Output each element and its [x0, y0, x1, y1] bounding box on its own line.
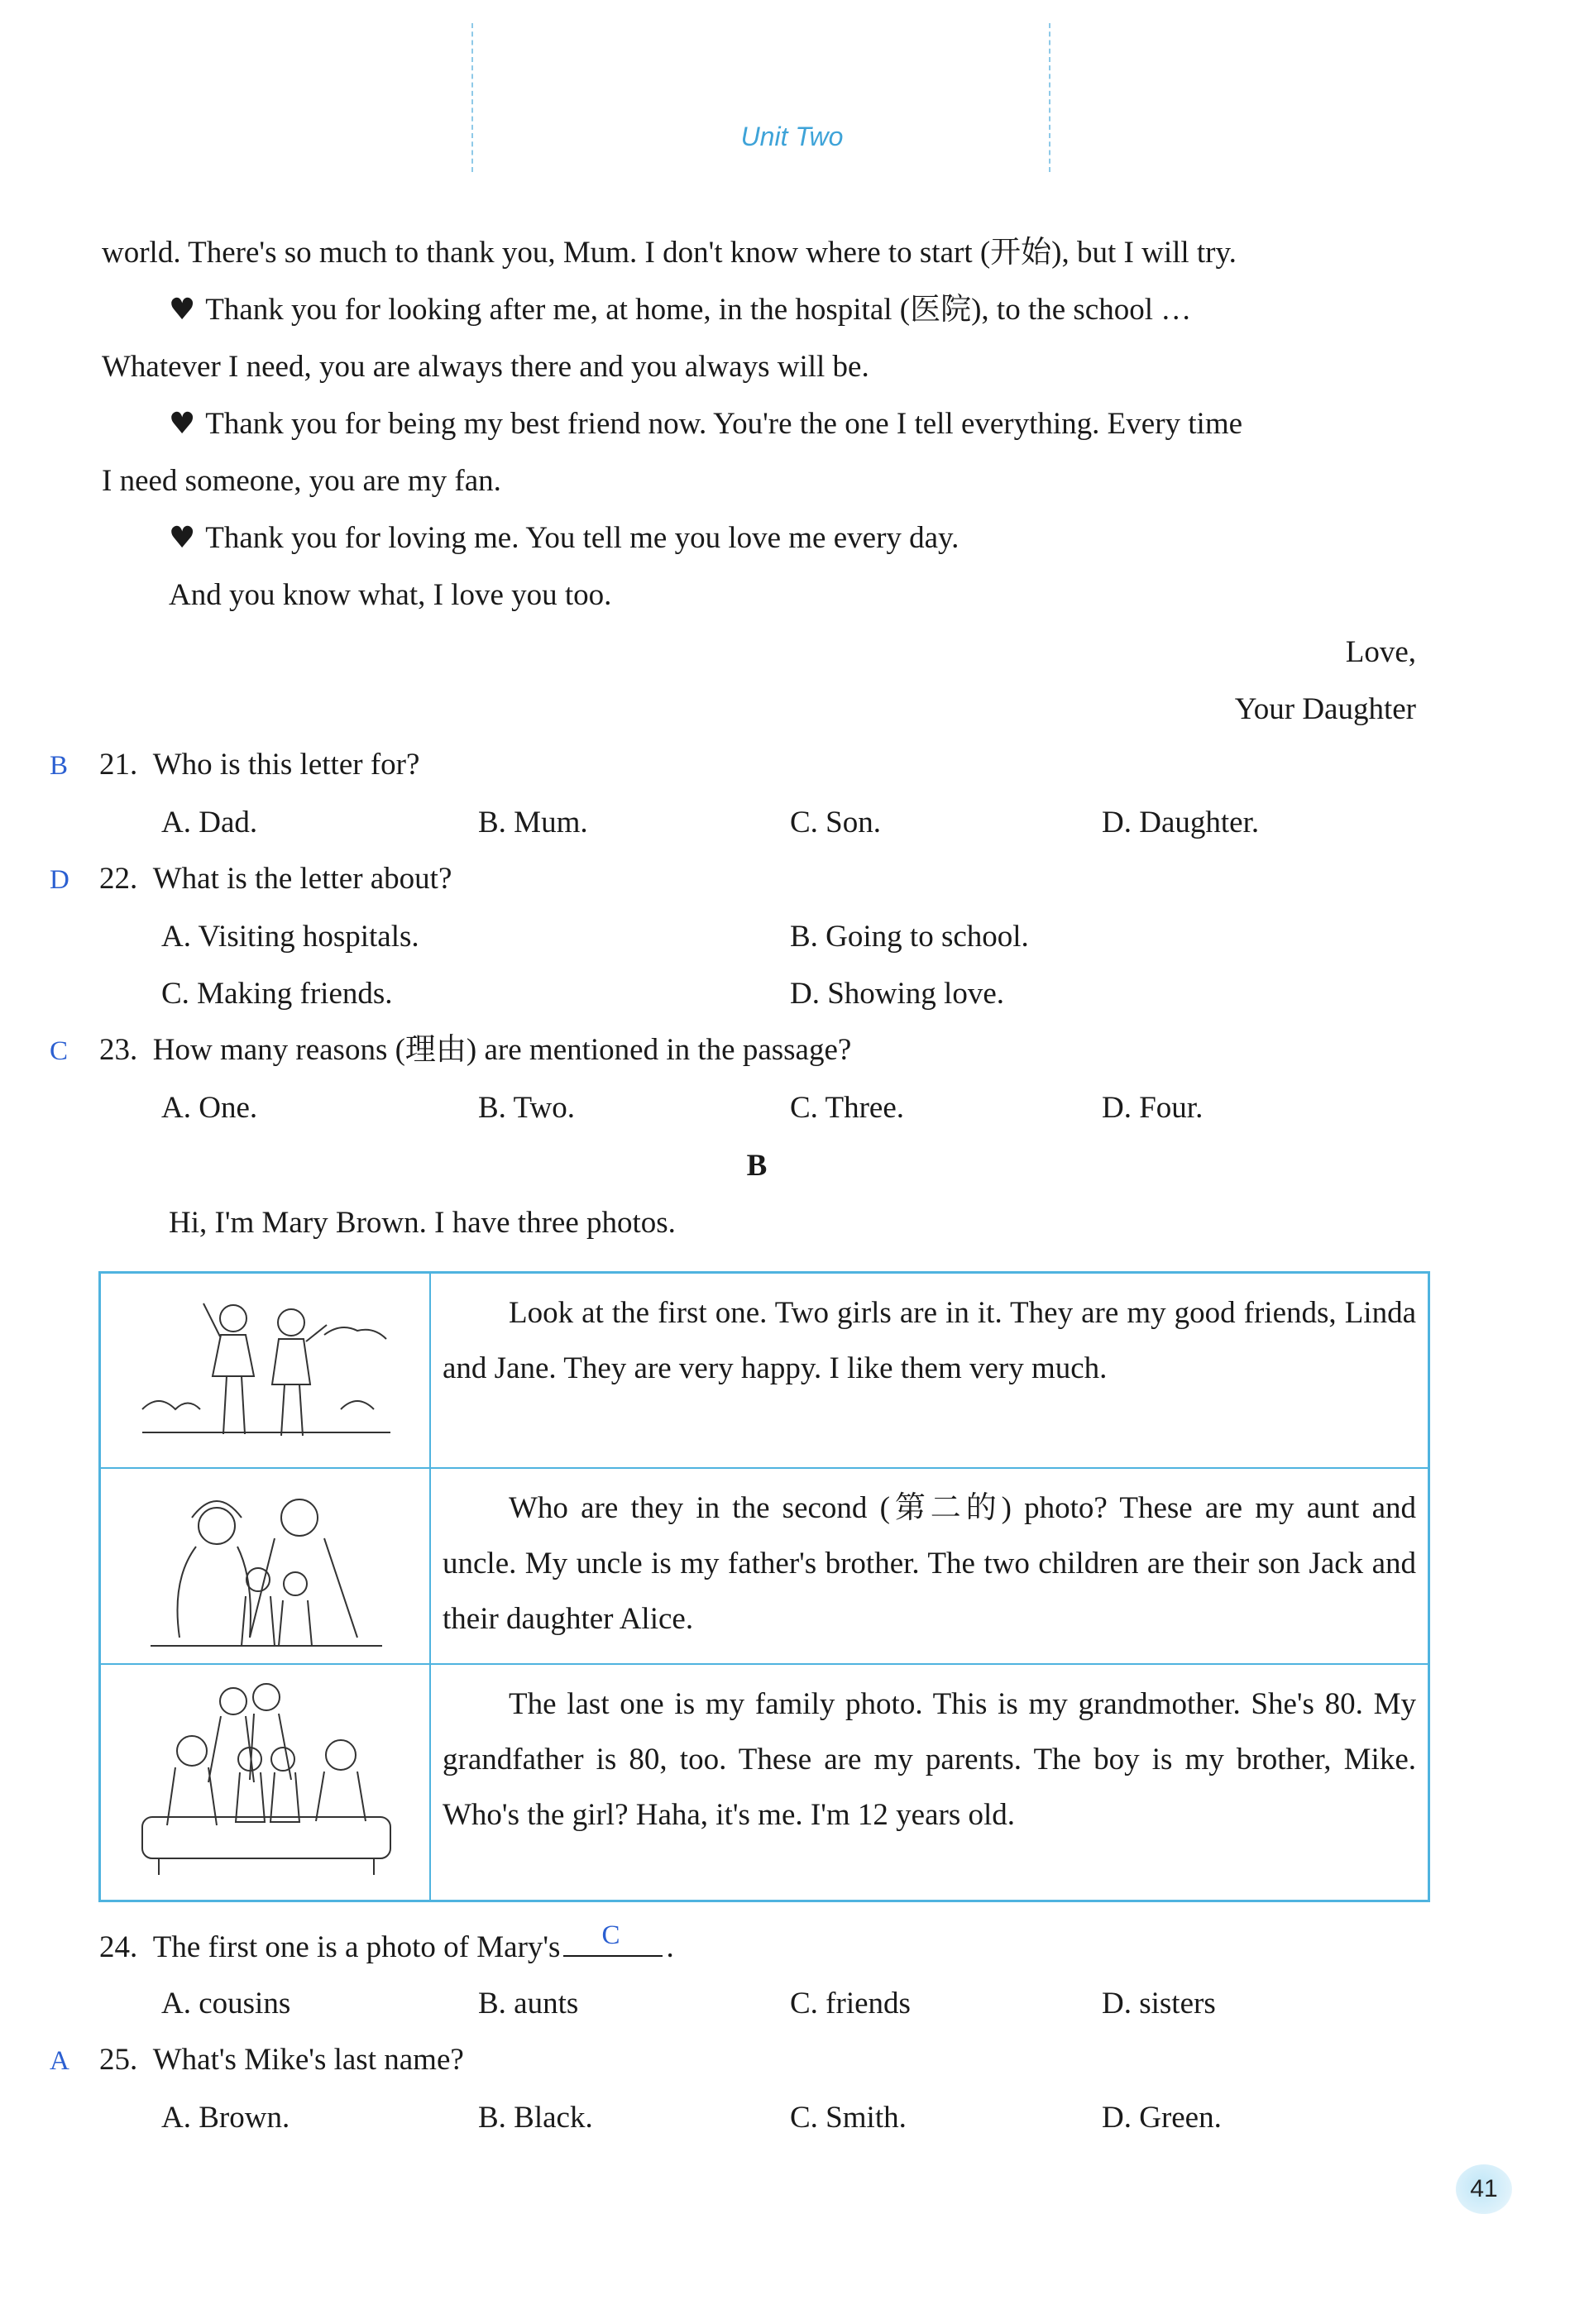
table-row [101, 1274, 1428, 1467]
section-label: B [746, 1149, 768, 1183]
letter-line: Thank you for being my best friend now. You're the one I tell everything. Every time [205, 407, 1243, 441]
letter-closing: Love, [1345, 635, 1416, 669]
question-22: 22. What is the letter about? [99, 862, 452, 896]
option: A. Dad. [161, 806, 258, 839]
option: C. friends [790, 1987, 911, 2020]
option: D. Four. [1102, 1091, 1204, 1125]
question-23: 23. How many reasons (理由) are mentioned in the passage? [99, 1033, 852, 1067]
letter-line: Thank you for loving me. You tell me you love me every day. [205, 521, 959, 555]
answer-mark: A [50, 2046, 69, 2076]
option: C. Son. [790, 806, 882, 839]
photo-description: Who are they in the second (第二的) photo? These are my aunt and uncle. My uncle is my father's brother. The two children are their son Jack and their daughter Alice. [443, 1491, 1416, 1636]
heart-icon: ♥ [169, 293, 196, 327]
letter-paragraph [169, 294, 1191, 325]
option: C. Making friends. [161, 977, 393, 1011]
heart-icon: ♥ [169, 521, 196, 555]
aunt-uncle-illustration [134, 1480, 399, 1654]
question-25: 25. What's Mike's last name? [99, 2043, 464, 2077]
section-intro: Hi, I'm Mary Brown. I have three photos. [169, 1206, 676, 1240]
family-photo-illustration [134, 1676, 399, 1890]
option: A. Brown. [161, 2101, 290, 2135]
heart-icon: ♥ [169, 407, 196, 441]
letter-line: And you know what, I love you too. [169, 578, 612, 612]
option: D. sisters [1102, 1987, 1216, 2020]
answer-mark: D [50, 865, 69, 895]
letter-line: I need someone, you are my fan. [102, 464, 501, 498]
option: C. Three. [790, 1091, 905, 1125]
photo-table [98, 1271, 1430, 1902]
option: B. Two. [478, 1091, 575, 1125]
option: C. Smith. [790, 2101, 907, 2135]
option: A. One. [161, 1091, 258, 1125]
option: D. Green. [1102, 2101, 1222, 2135]
page-number: 41 [1456, 2164, 1512, 2214]
answer-blank[interactable] [563, 1920, 663, 1957]
photo-description: Look at the first one. Two girls are in it. They are my good friends, Linda and Jane. They are very happy. I like them very much. [443, 1296, 1416, 1385]
letter-paragraph [169, 523, 959, 553]
letter-line: Whatever I need, you are always there and you always will be. [102, 350, 869, 384]
answer-mark: C [601, 1920, 620, 1950]
answer-mark: B [50, 751, 69, 781]
letter-line: world. There's so much to thank you, Mum. I don't know where to start (开始), but I will try. [102, 236, 1237, 270]
option: B. aunts [478, 1987, 579, 2020]
option: D. Showing love. [790, 977, 1004, 1011]
option: B. Mum. [478, 806, 588, 839]
table-row [101, 1663, 1428, 1901]
letter-paragraph [169, 409, 1242, 439]
option: B. Black. [478, 2101, 593, 2135]
letter-signature: Your Daughter [1234, 692, 1416, 726]
question-21: 21. Who is this letter for? [99, 748, 420, 782]
photo-description: The last one is my family photo. This is my grandmother. She's 80. My grandfather is 80, too. These are my parents. The boy is my brother, Mike. Who's the girl? Haha, it's me. I'm 12 years old. [443, 1687, 1416, 1832]
answer-mark: C [50, 1036, 69, 1066]
option: A. Visiting hospitals. [161, 920, 419, 954]
two-girls-illustration [134, 1285, 399, 1456]
question-24: 24. The first one is a photo of Mary's C . [99, 1920, 674, 1964]
option: D. Daughter. [1102, 806, 1260, 839]
table-row [101, 1467, 1428, 1665]
unit-title: Unit Two [740, 122, 844, 151]
letter-line: Thank you for looking after me, at home, in the hospital (医院), to the school … [205, 293, 1192, 327]
option: B. Going to school. [790, 920, 1029, 954]
option: A. cousins [161, 1987, 291, 2020]
